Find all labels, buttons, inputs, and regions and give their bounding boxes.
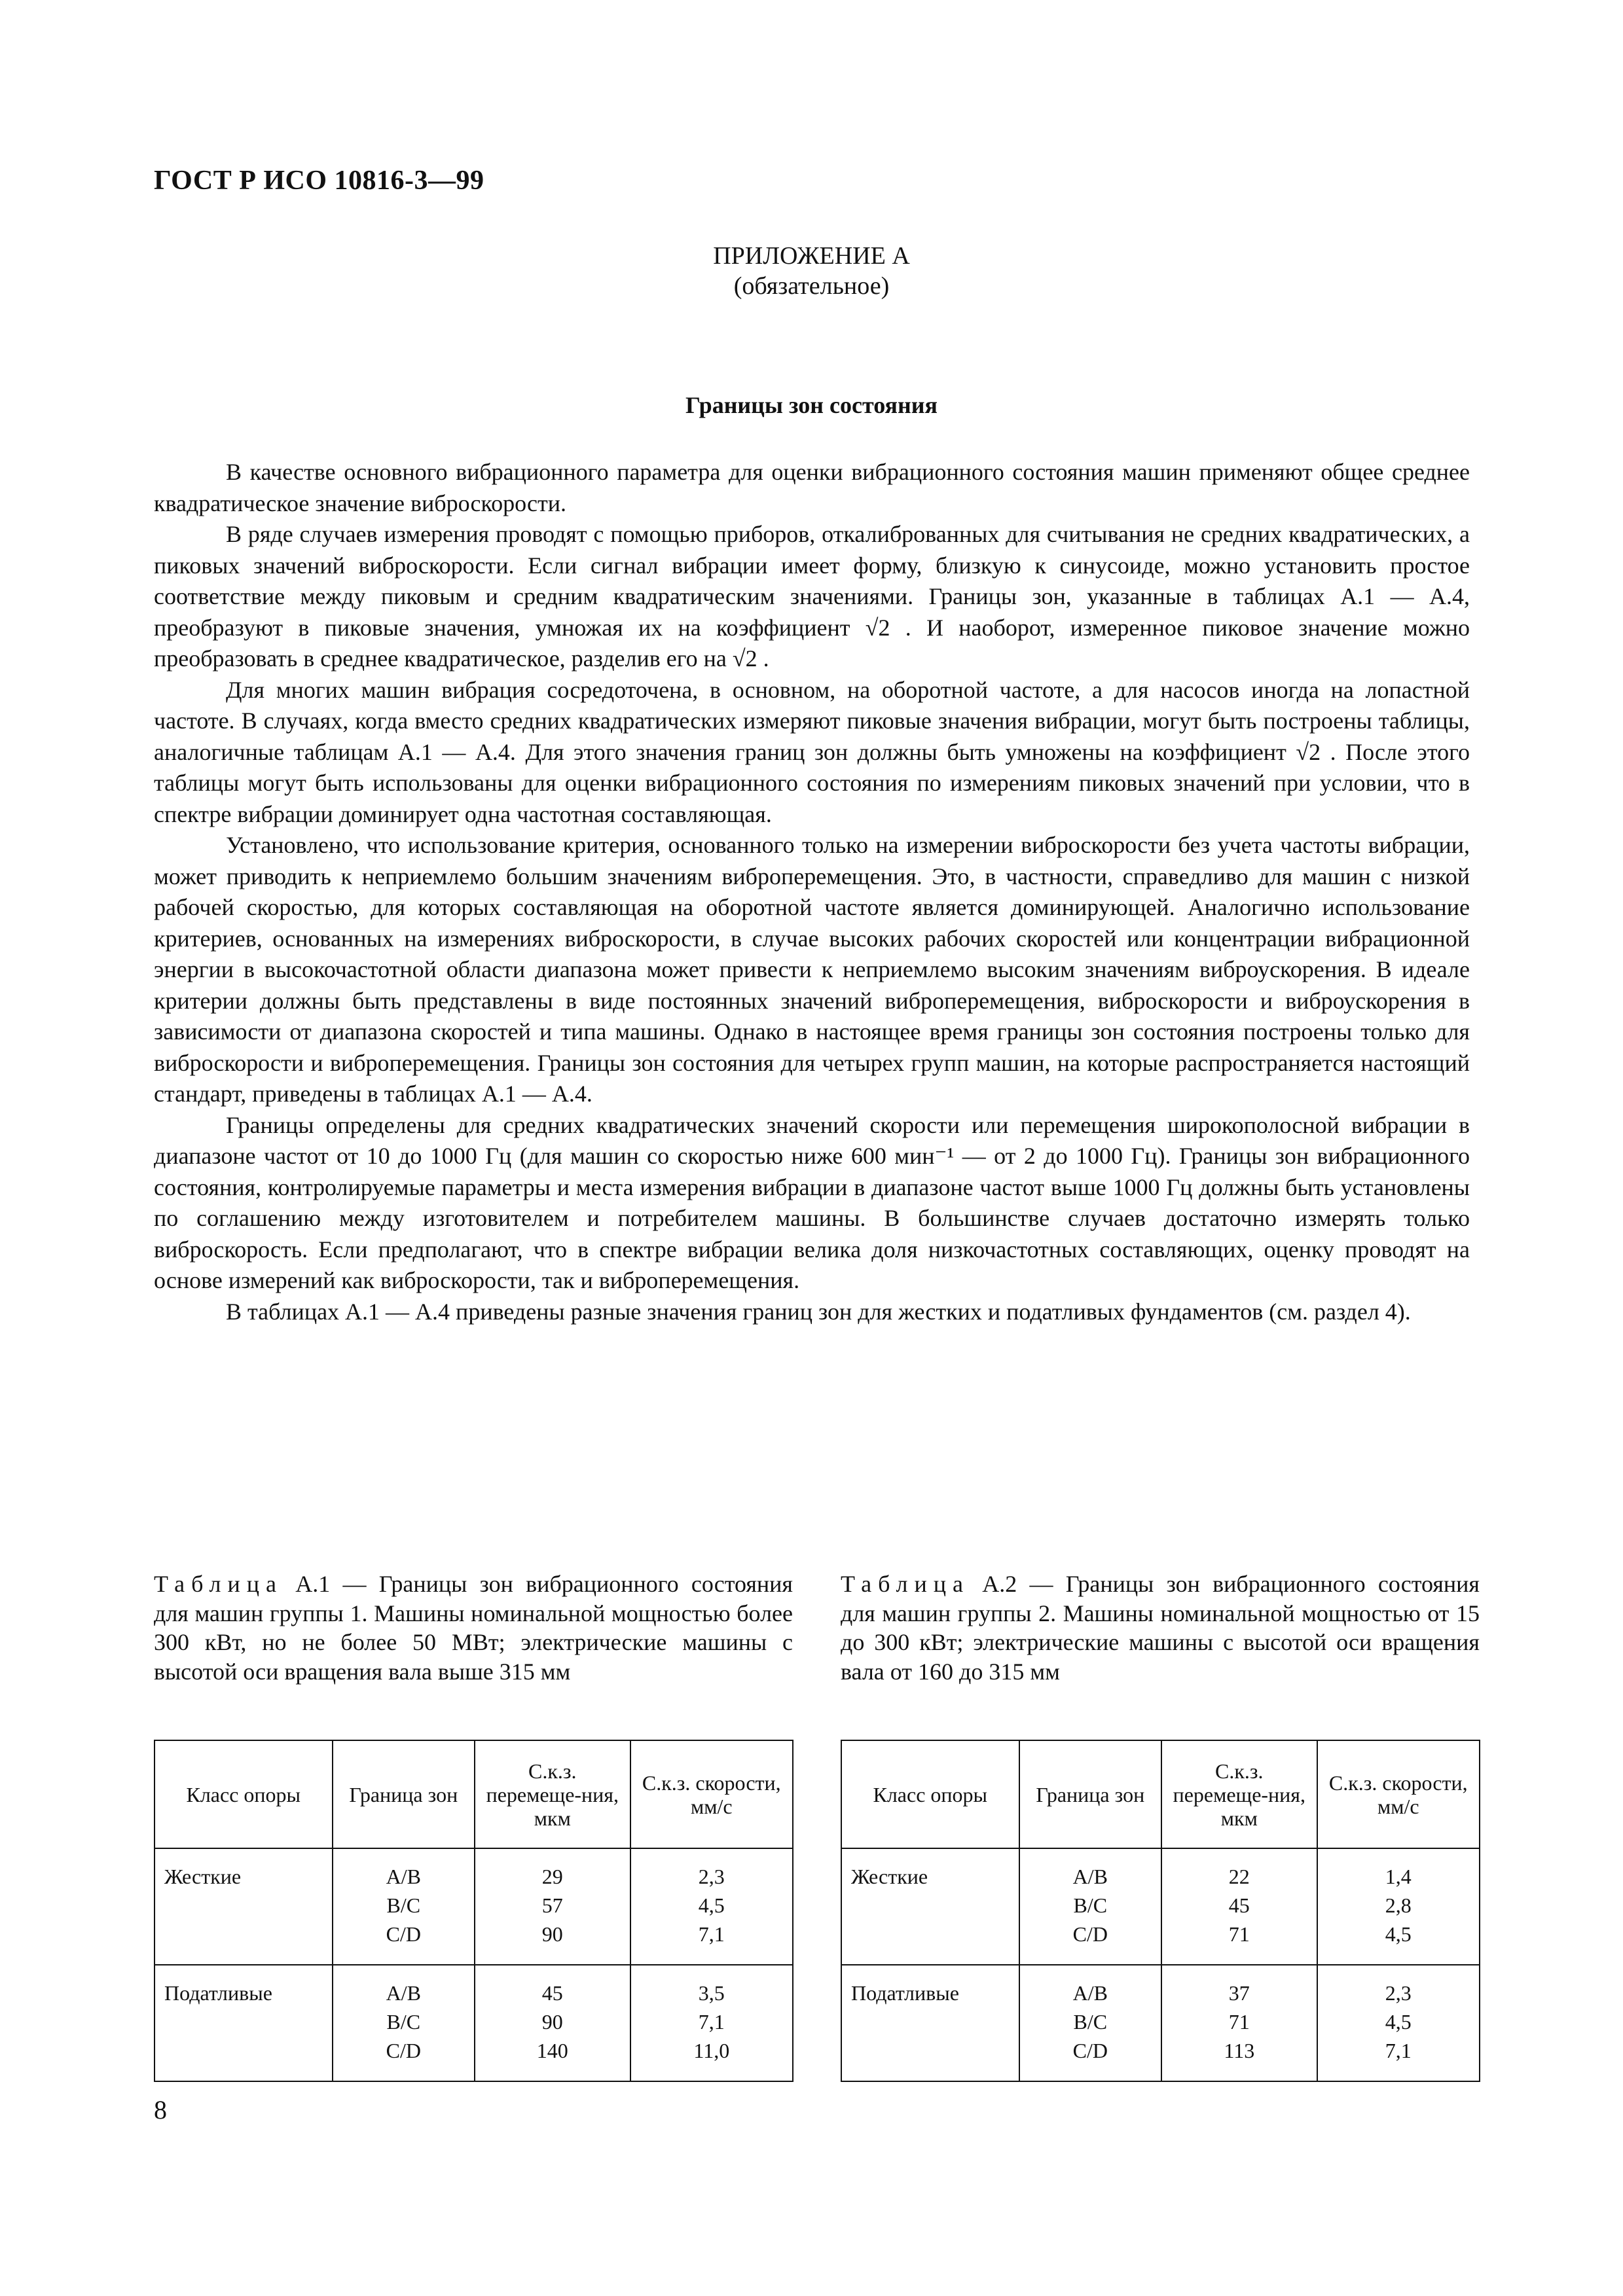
table2-caption: [841, 1570, 1480, 1686]
displacement-cell: 37: [1228, 1981, 1250, 2005]
zone-cell: B/C: [386, 2010, 421, 2034]
velocity-cell: 1,4: [1385, 1865, 1412, 1888]
page-number: 8: [154, 2095, 167, 2125]
table2-velocities: [1317, 1848, 1480, 1965]
table1-zones: [333, 1848, 475, 1965]
table2-header-support: Класс опоры: [841, 1740, 1019, 1848]
table2-header-zone: Граница зон: [1019, 1740, 1161, 1848]
appendix-title: ПРИЛОЖЕНИЕ А: [713, 242, 910, 270]
document-header: ГОСТ Р ИСО 10816-3—99: [154, 166, 484, 196]
velocity-cell: 7,1: [1385, 2039, 1412, 2062]
velocity-cell: 7,1: [698, 1922, 725, 1946]
velocity-cell: 7,1: [698, 2010, 725, 2034]
table-row: [841, 1965, 1480, 2081]
displacement-cell: 57: [541, 1893, 563, 1917]
table1-zones: [333, 1965, 475, 2081]
paragraph: В ряде случаев измерения проводят с помощью приборов, откалиброванных для считывания не средних квадратических, а пиковых значений виброскорости. Если сигнал вибрации имеет форму, близкую к синусоиде, можно установить простое соответствие между пиковым и средним квадратическим значениями. Границы зон, указанные в таблицах А.1 — А.4, преобразуют в пиковые значения, умножая их на коэффициент √2 . И наоборот, измеренное пиковое значение можно преобразовать в среднее квадратическое, разделив его на √2 .: [154, 521, 1470, 672]
table1-header-support: Класс опоры: [155, 1740, 333, 1848]
table2-header-displacement: С.к.з. перемеще-ния, мкм: [1161, 1740, 1317, 1848]
table1-header-displacement: С.к.з. перемеще-ния, мкм: [475, 1740, 630, 1848]
table1-header-zone: Граница зон: [333, 1740, 475, 1848]
table2-zones: [1019, 1848, 1161, 1965]
velocity-cell: 4,5: [1385, 2010, 1412, 2034]
velocity-cell: 4,5: [698, 1893, 725, 1917]
table1: [154, 1740, 793, 2082]
appendix-status: (обязательное): [733, 272, 890, 300]
zone-cell: C/D: [1072, 1922, 1108, 1946]
velocity-cell: 11,0: [693, 2039, 730, 2062]
zone-cell: C/D: [1072, 2039, 1108, 2062]
zone-cell: B/C: [1073, 1893, 1108, 1917]
displacement-cell: 45: [1228, 1893, 1250, 1917]
velocity-cell: 3,5: [698, 1981, 725, 2005]
zone-cell: A/B: [386, 1865, 421, 1888]
table1-caption: [154, 1570, 793, 1686]
table-row: [155, 1965, 793, 2081]
section-title: Границы зон состояния: [685, 392, 938, 418]
displacement-cell: 29: [541, 1865, 563, 1888]
displacement-cell: 90: [541, 1922, 563, 1946]
zone-cell: B/C: [386, 1893, 421, 1917]
zone-cell: C/D: [386, 1922, 421, 1946]
displacement-cell: 113: [1224, 2039, 1255, 2062]
velocity-cell: 2,3: [698, 1865, 725, 1888]
zone-cell: A/B: [1072, 1865, 1108, 1888]
paragraph: В качестве основного вибрационного параметра для оценки вибрационного состояния машин применяют общее среднее квадратическое значение виброскорости.: [154, 459, 1470, 516]
displacement-cell: 71: [1228, 1922, 1250, 1946]
table2-zones: [1019, 1965, 1161, 2081]
table1-velocities: [630, 1848, 793, 1965]
table1-displacements: [475, 1848, 630, 1965]
table1-support-rigid: Жесткие: [155, 1848, 333, 1965]
paragraph: Установлено, что использование критерия, основанного только на измерении виброскорости без учета частоты вибрации, может приводить к неприемлемо большим значениям виброперемещения. Это, в частности, справедливо для машин с низкой рабочей скоростью, для которых составляющая на оборотной частоте является доминирующей. Аналогично использование критериев, основанных на измерениях виброскорости, в случае высоких рабочих скоростей или концентрации вибрационной энергии в высокочастотной области диапазона может привести к неприемлемо высоким значениям виброускорения. В идеале критерии должны быть представлены в виде постоянных значений виброперемещения, виброскорости и виброускорения в зависимости от диапазона скоростей и типа машины. Однако в настоящее время границы зон состояния построены только для виброскорости и виброперемещения. Границы зон состояния для четырех групп машин, на которые распространяется настоящий стандарт, приведены в таблицах А.1 — А.4.: [154, 832, 1470, 1107]
table2-support-flexible: Податливые: [841, 1965, 1019, 2081]
table2-support-rigid: Жесткие: [841, 1848, 1019, 1965]
table2-displacements: [1161, 1848, 1317, 1965]
displacement-cell: 140: [536, 2039, 568, 2062]
zone-cell: A/B: [386, 1981, 421, 2005]
displacement-cell: 90: [541, 2010, 563, 2034]
table1-caption-label: Таблица: [154, 1571, 283, 1597]
table1-caption-text: А.1 — Границы зон вибрационного состояния для машин группы 1. Машины номинальной мощностью более 300 кВт, но не более 50 МВт; электрические машины с высотой оси вращения вала выше 315 мм: [154, 1571, 793, 1685]
paragraph: В таблицах А.1 — А.4 приведены разные значения границ зон для жестких и податливых фундаментов (см. раздел 4).: [226, 1298, 1411, 1325]
velocity-cell: 2,8: [1385, 1893, 1412, 1917]
paragraph: Границы определены для средних квадратических значений скорости или перемещения широкополосной вибрации в диапазоне частот от 10 до 1000 Гц (для машин со скоростью ниже 600 мин⁻¹ — от 2 до 1000 Гц). Границы зон вибрационного состояния, контролируемые параметры и места измерения вибрации в диапазоне частот выше 1000 Гц должны быть установлены по соглашению между изготовителем и потребителем машины. В большинстве случаев достаточно измерять только виброскорость. Если предполагают, что в спектре вибрации велика доля низкочастотных составляющих, оценку проводят на основе измерений как виброскорости, так и виброперемещения.: [154, 1111, 1470, 1293]
displacement-cell: 45: [541, 1981, 563, 2005]
velocity-cell: 2,3: [1385, 1981, 1412, 2005]
table1-header-velocity: С.к.з. скорости, мм/с: [630, 1740, 793, 1848]
table2-caption-label: Таблица: [841, 1571, 970, 1597]
table-row: [841, 1848, 1480, 1965]
table-row: [155, 1848, 793, 1965]
table1-displacements: [475, 1965, 630, 2081]
body-text: [154, 457, 1470, 1327]
zone-cell: C/D: [386, 2039, 421, 2062]
paragraph: Для многих машин вибрация сосредоточена, в основном, на оборотной частоте, а для насосов иногда на лопастной частоте. В случаях, когда вместо средних квадратических измеряют пиковые значения вибрации, могут быть построены таблицы, аналогичные таблицам А.1 — А.4. Для этого значения границ зон должны быть умножены на коэффициент √2 . После этого таблицы могут быть использованы для оценки вибрационного состояния по измерениям пиковых значений при условии, что в спектре вибрации доминирует одна частотная составляющая.: [154, 676, 1470, 827]
displacement-cell: 22: [1228, 1865, 1250, 1888]
table1-velocities: [630, 1965, 793, 2081]
table2-header-velocity: С.к.з. скорости, мм/с: [1317, 1740, 1480, 1848]
displacement-cell: 71: [1228, 2010, 1250, 2034]
table2: [841, 1740, 1480, 2082]
table2-velocities: [1317, 1965, 1480, 2081]
zone-cell: B/C: [1073, 2010, 1108, 2034]
table2-displacements: [1161, 1965, 1317, 2081]
zone-cell: A/B: [1072, 1981, 1108, 2005]
table2-caption-text: А.2 — Границы зон вибрационного состояния для машин группы 2. Машины номинальной мощностью от 15 до 300 кВт; электрические машины с высотой оси вращения вала от 160 до 315 мм: [841, 1571, 1480, 1685]
table1-support-flexible: Податливые: [155, 1965, 333, 2081]
velocity-cell: 4,5: [1385, 1922, 1412, 1946]
appendix-heading: [0, 241, 1623, 301]
